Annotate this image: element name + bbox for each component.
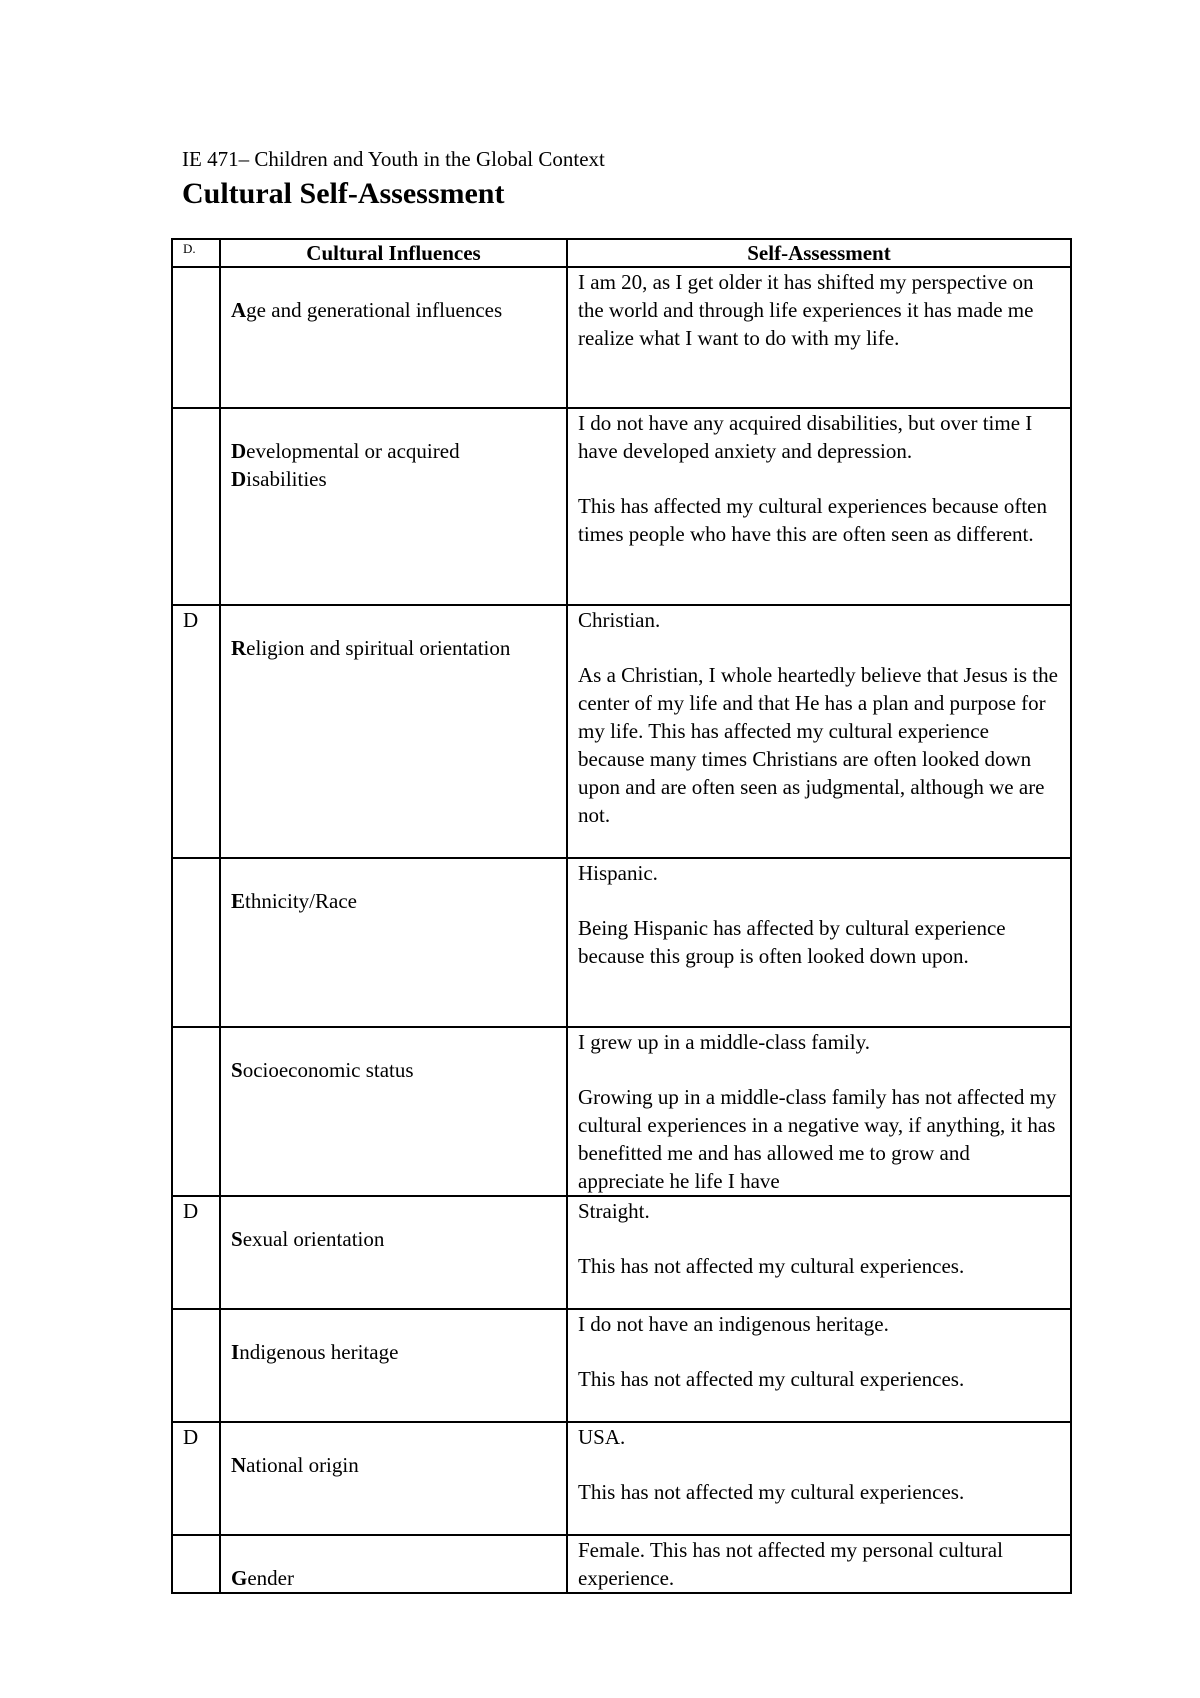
influence-initial: E [231, 889, 246, 913]
d-marker: D [172, 1196, 220, 1309]
assessment-paragraph: I am 20, as I get older it has shifted my perspective on the world and through life experiences it has made me realize what I want to do with my life. [578, 270, 1034, 350]
table-row [172, 1196, 1071, 1309]
influence-initial: A [231, 298, 247, 322]
assessment-paragraph: Christian. [578, 608, 661, 632]
influence-label: isabilities [246, 467, 327, 491]
self-assessment-cell [567, 1535, 1071, 1593]
course-title: IE 471– Children and Youth in the Global Context [182, 147, 605, 171]
d-marker [172, 1535, 220, 1593]
assessment-paragraph: As a Christian, I whole heartedly believe that Jesus is the center of my life and that He has a plan and purpose for my life. This has affected my cultural experience because many times Christians are often looked down upon and are often seen as judgmental, although we are not. [578, 663, 1058, 827]
influence-initial: I [231, 1340, 240, 1364]
assessment-paragraph: USA. [578, 1425, 626, 1449]
cultural-assessment-table [171, 238, 1072, 1594]
influence-cell [220, 408, 567, 605]
influence-label: ndigenous heritage [239, 1340, 399, 1364]
column-header-cultural-influences: Cultural Influences [220, 239, 567, 267]
table-row [172, 858, 1071, 1027]
influence-cell [220, 605, 567, 858]
influence-label: thnicity/Race [245, 889, 357, 913]
influence-cell [220, 1422, 567, 1535]
self-assessment-cell [567, 605, 1071, 858]
column-header-d: D. [172, 239, 220, 267]
influence-initial: S [231, 1058, 243, 1082]
influence-label: exual orientation [242, 1227, 385, 1251]
influence-initial: G [231, 1566, 248, 1590]
influence-label: ge and generational influences [246, 298, 503, 322]
table-row [172, 1422, 1071, 1535]
influence-cell [220, 267, 567, 408]
influence-cell [220, 1309, 567, 1422]
d-marker: D [172, 1422, 220, 1535]
self-assessment-cell [567, 1422, 1071, 1535]
assessment-paragraph: This has affected my cultural experiences because often times people who have this are often seen as different. [578, 494, 1047, 546]
influence-label: ocioeconomic status [242, 1058, 414, 1082]
influence-cell [220, 1027, 567, 1196]
table-row [172, 605, 1071, 858]
table-row [172, 1027, 1071, 1196]
column-header-self-assessment: Self-Assessment [567, 239, 1071, 267]
influence-initial: R [231, 636, 247, 660]
table-row [172, 1309, 1071, 1422]
d-marker [172, 1027, 220, 1196]
d-marker [172, 858, 220, 1027]
assessment-paragraph: I do not have any acquired disabilities, but over time I have developed anxiety and depression. [578, 411, 1033, 463]
assessment-paragraph: I do not have an indigenous heritage. [578, 1312, 889, 1336]
influence-cell [220, 1196, 567, 1309]
influence-label: ender [247, 1566, 294, 1590]
influence-label: evelopmental or acquired [246, 439, 460, 463]
d-marker [172, 1309, 220, 1422]
influence-label: ational origin [246, 1453, 359, 1477]
self-assessment-cell [567, 858, 1071, 1027]
influence-cell [220, 1535, 567, 1593]
self-assessment-cell [567, 408, 1071, 605]
assessment-paragraph: Growing up in a middle-class family has not affected my cultural experiences in a negative way, if anything, it has benefitted me and has allowed me to grow and appreciate he life I have [578, 1085, 1057, 1193]
influence-initial: D [231, 467, 247, 491]
influence-label: eligion and spiritual orientation [246, 636, 511, 660]
self-assessment-cell [567, 1309, 1071, 1422]
table-row [172, 1535, 1071, 1593]
d-marker [172, 267, 220, 408]
assessment-paragraph: Hispanic. [578, 861, 658, 885]
self-assessment-cell [567, 1027, 1071, 1196]
assessment-paragraph: This has not affected my cultural experiences. [578, 1367, 965, 1391]
assessment-paragraph: Female. This has not affected my personal cultural experience. [578, 1538, 1003, 1590]
assessment-paragraph: This has not affected my cultural experiences. [578, 1254, 965, 1278]
assessment-paragraph: Straight. [578, 1199, 650, 1223]
assessment-paragraph: This has not affected my cultural experiences. [578, 1480, 965, 1504]
table-row [172, 408, 1071, 605]
table-header-row [172, 239, 1071, 267]
table-row [172, 267, 1071, 408]
self-assessment-cell [567, 1196, 1071, 1309]
document-title: Cultural Self-Assessment [182, 177, 505, 210]
assessment-paragraph: I grew up in a middle-class family. [578, 1030, 870, 1054]
assessment-paragraph: Being Hispanic has affected by cultural experience because this group is often looked down upon. [578, 916, 1006, 968]
d-marker: D [172, 605, 220, 858]
self-assessment-cell [567, 267, 1071, 408]
influence-initial: D [231, 439, 247, 463]
influence-cell [220, 858, 567, 1027]
influence-initial: N [231, 1453, 247, 1477]
influence-initial: S [231, 1227, 243, 1251]
d-marker [172, 408, 220, 605]
